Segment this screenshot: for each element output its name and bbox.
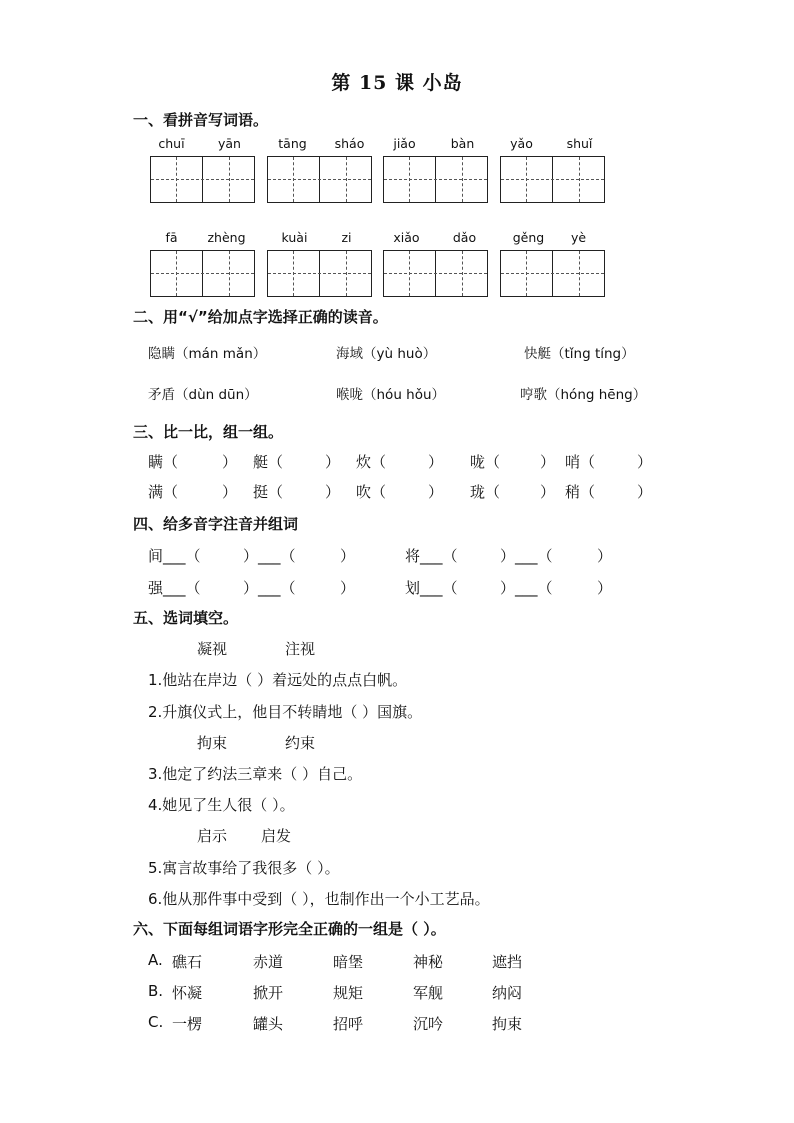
- pinyin-label: gěng: [512, 230, 545, 245]
- polyphone-char: 强: [148, 579, 164, 597]
- compare-close: ）: [540, 453, 556, 471]
- writing-grid[interactable]: [500, 250, 605, 297]
- option-label: C.: [148, 1013, 164, 1031]
- compare-item: 咙（: [470, 453, 501, 471]
- pronunciation-item: 矛盾（dùn dūn）: [148, 387, 258, 403]
- word-choice: 凝视: [197, 640, 228, 658]
- option-word: 军舰: [413, 984, 444, 1002]
- writing-grid[interactable]: [383, 250, 488, 297]
- compare-item: 炊（: [356, 453, 387, 471]
- option-word: 掀开: [253, 984, 284, 1002]
- polyphone-blank: ___（: [163, 579, 201, 597]
- section-6-heading: 六、下面每组词语字形完全正确的一组是（ ）。: [133, 920, 446, 938]
- pronunciation-item: 哼歌（hóng hēng）: [520, 387, 647, 403]
- section-4-heading: 四、给多音字注音并组词: [133, 515, 299, 533]
- fill-sentence: 3.他定了约法三章来（ ）自己。: [148, 765, 363, 783]
- fill-sentence: 5.寓言故事给了我很多（ ）。: [148, 859, 340, 877]
- polyphone-blank: ___（: [163, 547, 201, 565]
- compare-item: 珑（: [470, 483, 501, 501]
- compare-item: 满（: [148, 483, 179, 501]
- pinyin-label: yè: [570, 230, 587, 245]
- option-word: 招呼: [333, 1015, 364, 1033]
- option-word: 规矩: [333, 984, 364, 1002]
- compare-close: ）: [637, 453, 653, 471]
- polyphone-blank: ___（: [420, 579, 458, 597]
- compare-close: ）: [428, 483, 444, 501]
- polyphone-close: ）: [500, 547, 516, 565]
- pinyin-label: dǎo: [452, 230, 477, 245]
- section-2-heading: 二、用“√”给加点字选择正确的读音。: [133, 308, 388, 326]
- polyphone-close: ）: [340, 547, 356, 565]
- compare-close: ）: [222, 453, 238, 471]
- polyphone-blank: ___（: [515, 547, 553, 565]
- option-word: 纳闷: [492, 984, 523, 1002]
- polyphone-close: ）: [340, 579, 356, 597]
- pinyin-label: shuǐ: [566, 136, 593, 151]
- word-choice: 约束: [285, 734, 316, 752]
- pinyin-label: zi: [341, 230, 352, 245]
- fill-sentence: 1.他站在岸边（ ）着远处的点点白帆。: [148, 671, 408, 689]
- compare-close: ）: [325, 453, 341, 471]
- pronunciation-item: 隐瞒（mán mǎn）: [148, 346, 267, 362]
- word-choice: 注视: [285, 640, 316, 658]
- compare-item: 哨（: [565, 453, 596, 471]
- compare-close: ）: [222, 483, 238, 501]
- section-3-heading: 三、比一比，组一组。: [133, 423, 284, 441]
- writing-grid[interactable]: [267, 156, 372, 203]
- writing-grid[interactable]: [267, 250, 372, 297]
- writing-grid[interactable]: [150, 156, 255, 203]
- option-word: 沉吟: [413, 1015, 444, 1033]
- section-5-heading: 五、选词填空。: [133, 609, 239, 627]
- word-choice: 拘束: [197, 734, 228, 752]
- writing-grid[interactable]: [500, 156, 605, 203]
- section-1-heading: 一、看拼音写词语。: [133, 111, 269, 129]
- pinyin-label: chuī: [158, 136, 185, 151]
- polyphone-char: 将: [405, 547, 421, 565]
- pronunciation-item: 快艇（tǐng tíng）: [524, 346, 635, 362]
- fill-sentence: 2.升旗仪式上，他目不转睛地（ ）国旗。: [148, 703, 423, 721]
- option-word: 罐头: [253, 1015, 284, 1033]
- pinyin-label: yān: [218, 136, 241, 151]
- option-word: 礁石: [172, 953, 203, 971]
- pinyin-label: zhèng: [207, 230, 246, 245]
- pinyin-label: jiǎo: [393, 136, 416, 151]
- pinyin-label: fā: [165, 230, 178, 245]
- pinyin-label: kuài: [281, 230, 308, 245]
- option-word: 暗堡: [333, 953, 364, 971]
- polyphone-close: ）: [500, 579, 516, 597]
- word-choice: 启示: [197, 827, 228, 845]
- fill-sentence: 6.他从那件事中受到（ ），也制作出一个小工艺品。: [148, 890, 490, 908]
- polyphone-close: ）: [597, 579, 613, 597]
- pinyin-label: bàn: [450, 136, 475, 151]
- option-word: 拘束: [492, 1015, 523, 1033]
- polyphone-char: 划: [405, 579, 421, 597]
- option-word: 遮挡: [492, 953, 523, 971]
- compare-close: ）: [540, 483, 556, 501]
- writing-grid[interactable]: [383, 156, 488, 203]
- compare-item: 瞒（: [148, 453, 179, 471]
- option-word: 怀凝: [172, 984, 203, 1002]
- polyphone-blank: ___（: [515, 579, 553, 597]
- pinyin-label: xiǎo: [393, 230, 420, 245]
- pinyin-label: yǎo: [510, 136, 533, 151]
- pinyin-label: tāng: [278, 136, 307, 151]
- pinyin-label: sháo: [334, 136, 365, 151]
- compare-item: 艇（: [253, 453, 284, 471]
- compare-close: ）: [428, 453, 444, 471]
- compare-close: ）: [325, 483, 341, 501]
- writing-grid[interactable]: [150, 250, 255, 297]
- option-word: 一楞: [172, 1015, 203, 1033]
- option-label: B.: [148, 982, 164, 1000]
- pronunciation-item: 海域（yù huò）: [336, 346, 437, 362]
- pronunciation-item: 喉咙（hóu hǒu）: [336, 387, 446, 403]
- polyphone-close: ）: [243, 579, 259, 597]
- polyphone-char: 间: [148, 547, 164, 565]
- polyphone-blank: ___（: [420, 547, 458, 565]
- compare-close: ）: [637, 483, 653, 501]
- option-label: A.: [148, 951, 163, 969]
- polyphone-close: ）: [243, 547, 259, 565]
- polyphone-blank: ___（: [258, 547, 296, 565]
- compare-item: 挺（: [253, 483, 284, 501]
- compare-item: 吹（: [356, 483, 387, 501]
- fill-sentence: 4.她见了生人很（ ）。: [148, 796, 295, 814]
- page-title: 第 15 课 小岛: [331, 72, 463, 94]
- option-word: 神秘: [413, 953, 444, 971]
- polyphone-blank: ___（: [258, 579, 296, 597]
- word-choice: 启发: [261, 827, 292, 845]
- compare-item: 稍（: [565, 483, 596, 501]
- polyphone-close: ）: [597, 547, 613, 565]
- option-word: 赤道: [253, 953, 284, 971]
